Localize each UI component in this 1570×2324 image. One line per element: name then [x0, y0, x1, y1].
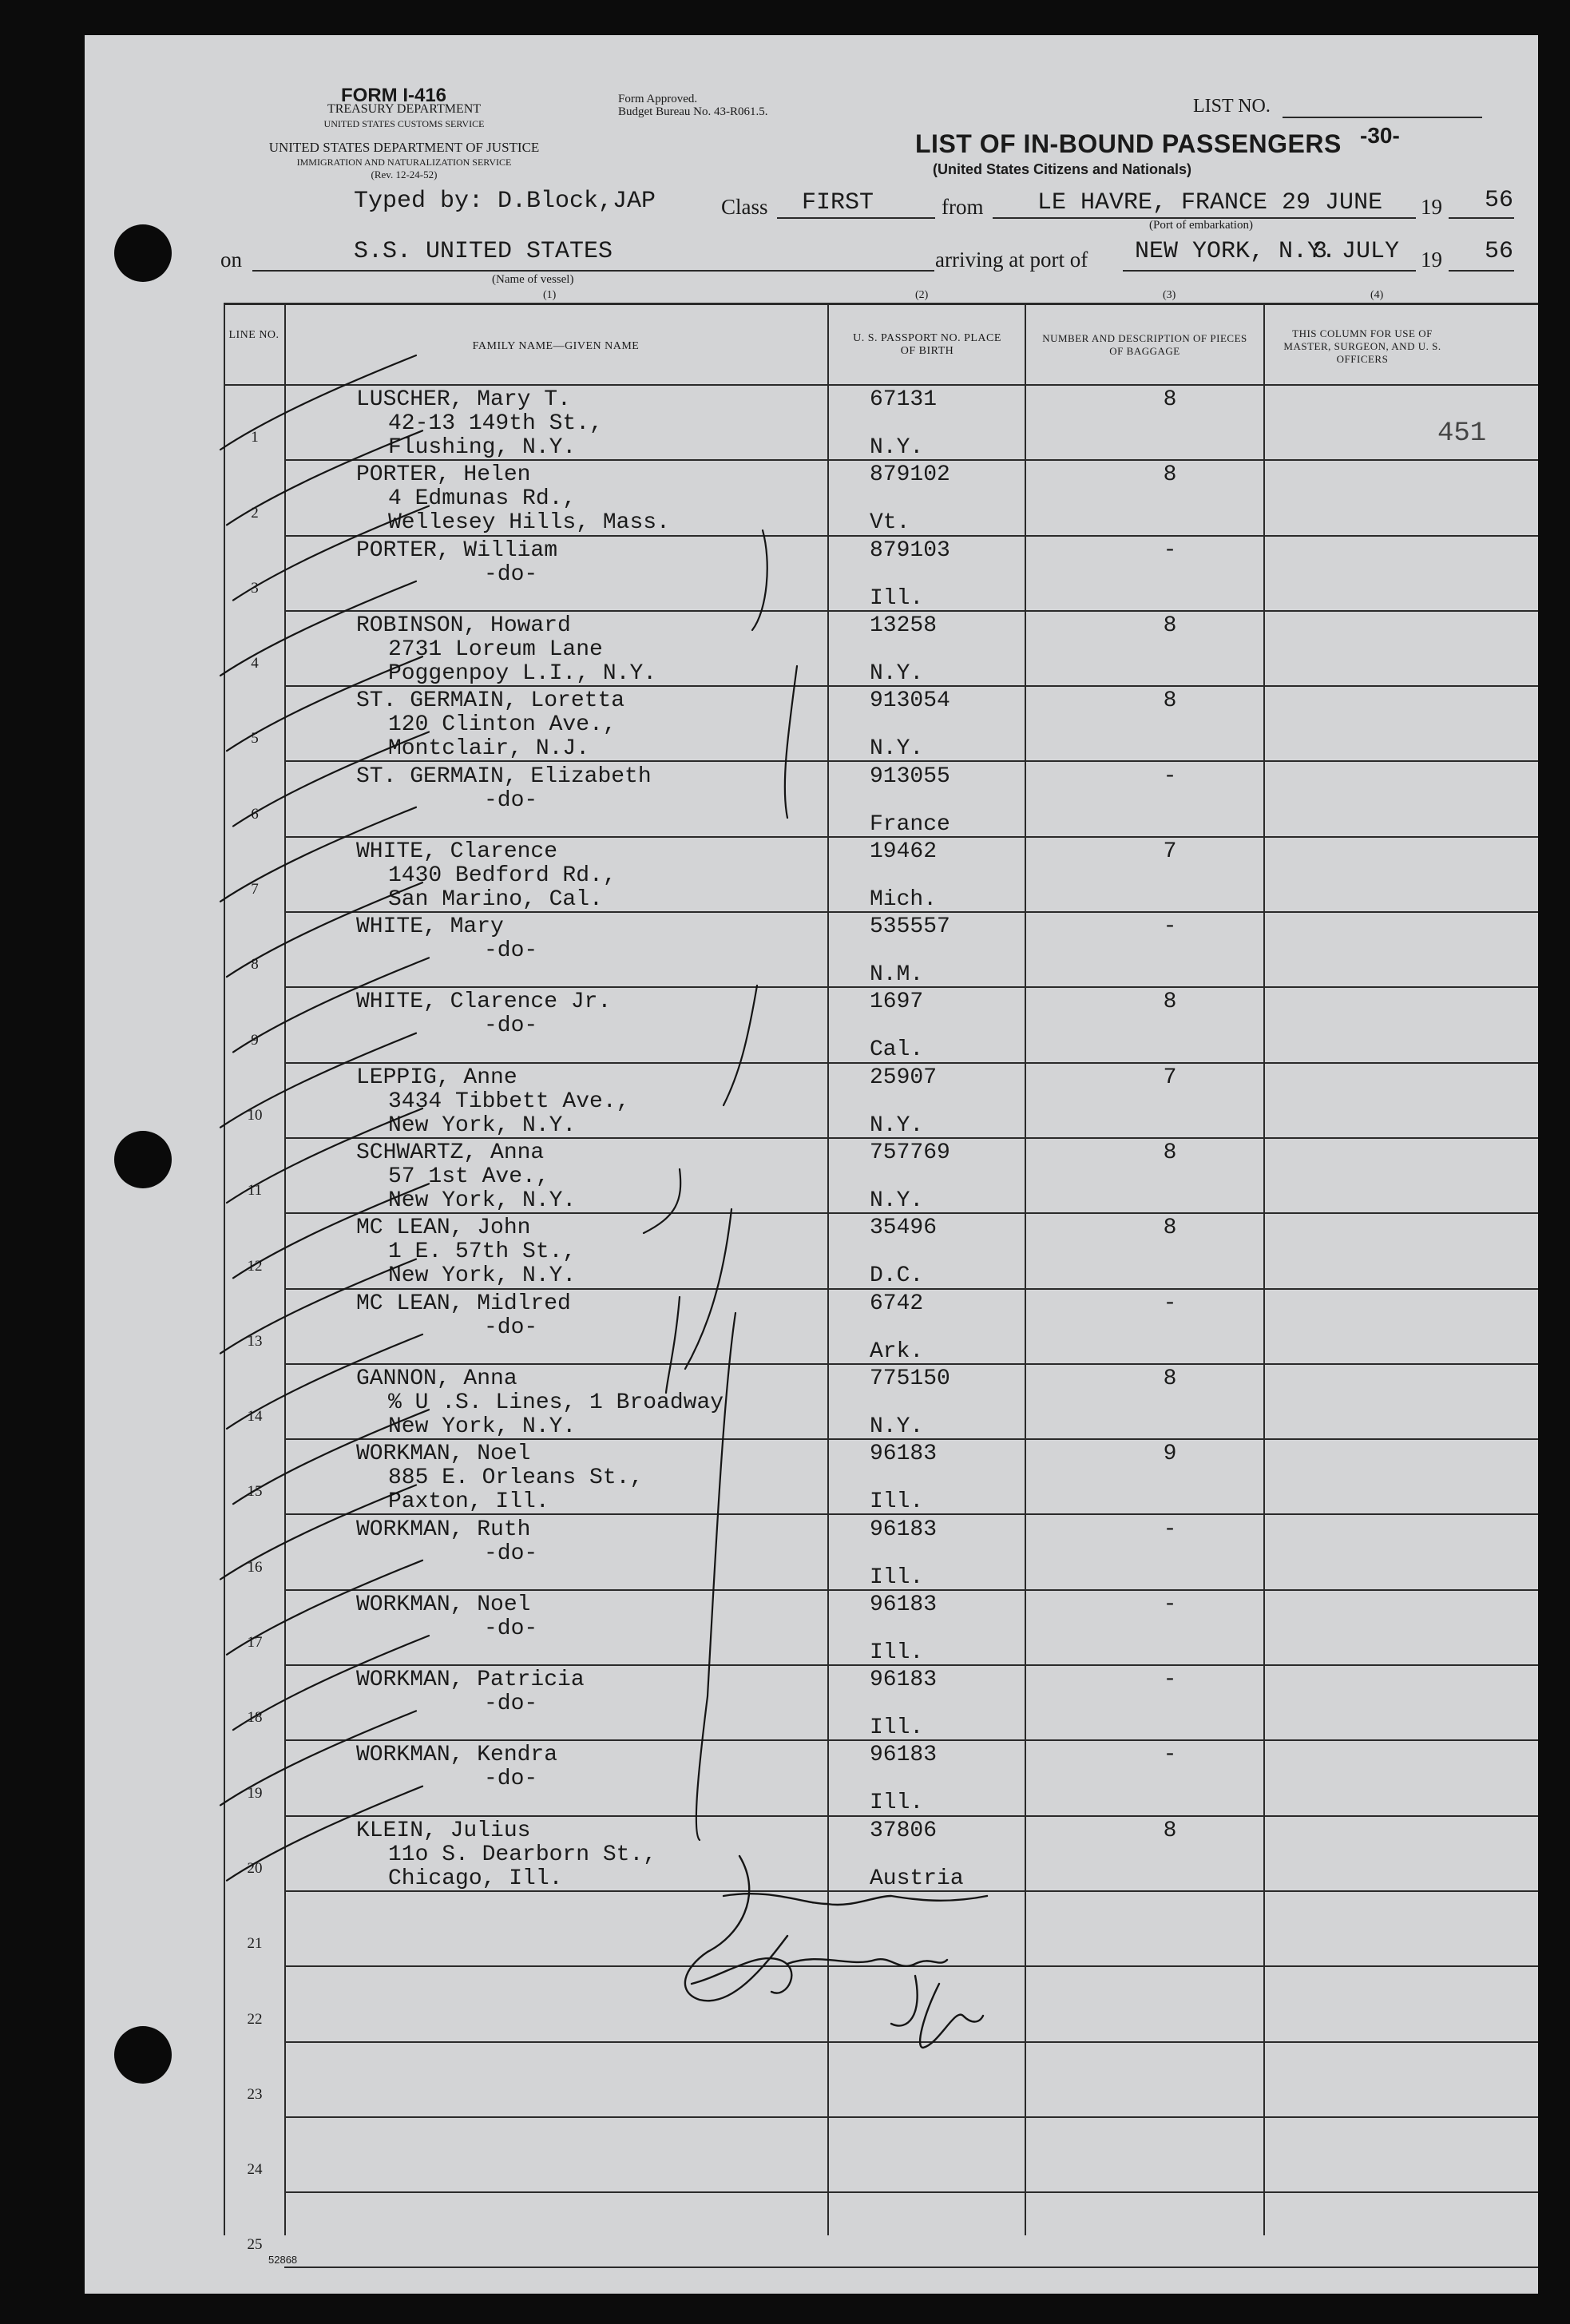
passenger-address-line-1: 1 E. 57th St., [388, 1239, 577, 1265]
table-row [85, 1064, 1538, 1140]
passenger-address-line-1: -do- [484, 938, 538, 964]
passenger-address-line-1: 11o S. Dearborn St., [388, 1842, 657, 1867]
col-header-line-no: LINE NO. [228, 329, 280, 341]
passenger-address-line-1: 3434 Tibbett Ave., [388, 1089, 630, 1114]
line-number: 14 [247, 1408, 263, 1426]
line-number: 1 [251, 429, 259, 446]
baggage-count: - [1163, 1291, 1177, 1316]
table-row [85, 763, 1538, 839]
col-marker-4: (4) [1370, 289, 1384, 301]
col-header-passport: U. S. PASSPORT NO. PLACE OF BIRTH [853, 332, 1001, 357]
passport-number: 13258 [870, 613, 938, 638]
line-number: 13 [247, 1332, 263, 1350]
passenger-name: SCHWARTZ, Anna [356, 1140, 545, 1165]
baggage-count: - [1163, 537, 1177, 563]
table-row [85, 988, 1538, 1064]
passenger-address-line-2: New York, N.Y. [388, 1112, 577, 1138]
arriving-label: arriving at port of [935, 248, 1088, 272]
arrival-port: NEW YORK, N.Y. [1135, 238, 1337, 265]
line-number: 3 [251, 579, 259, 597]
place-of-birth: Cal. [870, 1037, 924, 1063]
place-of-birth: Ill. [870, 1791, 924, 1816]
passenger-address-line-1: -do- [484, 1541, 538, 1566]
baggage-count: - [1163, 763, 1177, 789]
place-of-birth: France [870, 811, 950, 837]
line-number: 10 [247, 1106, 263, 1124]
line-number: 25 [247, 2236, 263, 2254]
passenger-address-line-2: New York, N.Y. [388, 1188, 577, 1213]
passenger-address-line-2: Flushing, N.Y. [388, 435, 577, 460]
place-of-birth: Ill. [870, 1715, 924, 1741]
passport-number: 775150 [870, 1366, 950, 1391]
table-top-border [224, 303, 1538, 305]
passenger-name: GANNON, Anna [356, 1366, 517, 1391]
passport-number: 879102 [870, 462, 950, 488]
passenger-address-line-1: 4 Edmunas Rd., [388, 486, 577, 512]
list-no-underline [1283, 117, 1482, 118]
year-2: 56 [1485, 238, 1514, 265]
table-row [85, 461, 1538, 537]
line-number: 21 [247, 1935, 263, 1953]
passport-number: 96183 [870, 1442, 938, 1467]
page-stamp-number: 451 [1437, 418, 1487, 449]
dept-ins: IMMIGRATION AND NATURALIZATION SERVICE [296, 157, 512, 168]
table-row [85, 1290, 1538, 1366]
passenger-address-line-1: -do- [484, 1616, 538, 1641]
port-of-embarkation: LE HAVRE, FRANCE 29 JUNE [1037, 189, 1383, 216]
line-number: 2 [251, 504, 259, 522]
baggage-count: 8 [1163, 1140, 1177, 1165]
binder-hole [114, 224, 172, 282]
class-value: FIRST [802, 189, 874, 216]
table-row [85, 612, 1538, 688]
line-number: 5 [251, 730, 259, 748]
table-row [85, 1139, 1538, 1215]
passenger-address-line-2: Chicago, Ill. [388, 1866, 563, 1891]
baggage-count: - [1163, 1592, 1177, 1617]
passenger-name: WHITE, Mary [356, 914, 504, 940]
table-row [85, 2193, 1538, 2269]
class-underline [777, 217, 935, 219]
footer-code: 52868 [268, 2254, 298, 2266]
passenger-address-line-1: -do- [484, 1315, 538, 1340]
passenger-name: MC LEAN, Midlred [356, 1291, 571, 1316]
row-rule [284, 2266, 1538, 2268]
baggage-count: 8 [1163, 1818, 1177, 1843]
passenger-name: WORKMAN, Patricia [356, 1668, 585, 1693]
arrival-date: 3 JULY [1313, 238, 1400, 265]
line-number: 8 [251, 956, 259, 974]
dept-treasury: TREASURY DEPARTMENT [327, 102, 482, 116]
passenger-address-line-2: New York, N.Y. [388, 1414, 577, 1439]
passport-number: 96183 [870, 1743, 938, 1768]
table-row [85, 537, 1538, 613]
passport-number: 1697 [870, 989, 924, 1015]
line-number: 9 [251, 1031, 259, 1049]
year-prefix-2: 19 [1421, 248, 1442, 272]
passenger-name: PORTER, Helen [356, 462, 531, 488]
arrival-underline [1123, 270, 1416, 272]
passenger-address-line-1: -do- [484, 1013, 538, 1039]
baggage-count: 8 [1163, 989, 1177, 1015]
baggage-count: - [1163, 1668, 1177, 1693]
table-row [85, 1967, 1538, 2043]
passenger-address-line-1: -do- [484, 561, 538, 587]
baggage-count: 8 [1163, 462, 1177, 488]
passenger-address-line-2: Paxton, Ill. [388, 1489, 549, 1515]
class-label: Class [721, 195, 768, 219]
baggage-count: 8 [1163, 1216, 1177, 1241]
passenger-address-line-1: -do- [484, 1691, 538, 1717]
table-row [85, 913, 1538, 989]
table-row [85, 1741, 1538, 1817]
place-of-birth: Vt. [870, 510, 910, 536]
passenger-name: PORTER, William [356, 537, 558, 563]
passenger-address-line-1: % U .S. Lines, 1 Broadway [388, 1390, 724, 1415]
year-underline-1 [1449, 217, 1514, 219]
table-row [85, 838, 1538, 914]
table-row [85, 1817, 1538, 1893]
baggage-count: 8 [1163, 1366, 1177, 1391]
line-number: 15 [247, 1483, 263, 1501]
place-of-birth: Ill. [870, 585, 924, 611]
line-number: 18 [247, 1709, 263, 1727]
line-number: 22 [247, 2010, 263, 2028]
place-of-birth: Ill. [870, 1489, 924, 1515]
typed-by: Typed by: D.Block,JAP [354, 188, 656, 215]
baggage-count: - [1163, 1517, 1177, 1542]
passenger-address-line-2: San Marino, Cal. [388, 886, 603, 912]
passenger-address-line-1: -do- [484, 787, 538, 813]
passenger-name: KLEIN, Julius [356, 1818, 531, 1843]
form-number: FORM I-416 [341, 85, 447, 106]
col-header-officers: THIS COLUMN FOR USE OF MASTER, SURGEON, AND U. S. OFFICERS [1283, 327, 1441, 365]
passport-number: 6742 [870, 1291, 924, 1316]
place-of-birth: Ark. [870, 1338, 924, 1364]
year-1: 56 [1485, 187, 1514, 214]
baggage-count: 7 [1163, 839, 1177, 864]
passport-number: 96183 [870, 1517, 938, 1542]
place-of-birth: D.C. [870, 1263, 924, 1289]
place-of-birth: Mich. [870, 886, 938, 912]
passport-number: 37806 [870, 1818, 938, 1843]
passenger-list-document [85, 35, 1538, 2294]
line-number: 6 [251, 805, 259, 823]
baggage-count: 7 [1163, 1065, 1177, 1090]
vessel-underline [252, 270, 934, 272]
passport-number: 19462 [870, 839, 938, 864]
passenger-name: LUSCHER, Mary T. [356, 387, 571, 412]
table-row [85, 1365, 1538, 1441]
passenger-address-line-1: -do- [484, 1767, 538, 1792]
passport-number: 913055 [870, 763, 950, 789]
place-of-birth: N.Y. [870, 1414, 924, 1439]
place-of-birth: N.M. [870, 962, 924, 988]
passenger-address-line-2: Montclair, N.J. [388, 736, 590, 762]
passport-number: 67131 [870, 387, 938, 412]
col-marker-3: (3) [1163, 289, 1176, 301]
place-of-birth: N.Y. [870, 435, 924, 460]
table-row [85, 1666, 1538, 1742]
line-number: 19 [247, 1784, 263, 1802]
port-embark-caption: (Port of embarkation) [1149, 219, 1253, 232]
year-underline-2 [1449, 270, 1514, 272]
on-label: on [220, 248, 242, 272]
passport-number: 535557 [870, 914, 950, 940]
baggage-count: 8 [1163, 387, 1177, 412]
passport-number: 96183 [870, 1668, 938, 1693]
document-title: LIST OF IN-BOUND PASSENGERS [915, 129, 1342, 158]
col-header-name: FAMILY NAME—GIVEN NAME [472, 340, 640, 352]
place-of-birth: Austria [870, 1866, 964, 1891]
passenger-name: WORKMAN, Noel [356, 1592, 531, 1617]
table-row [85, 386, 1538, 462]
passenger-name: WHITE, Clarence [356, 839, 558, 864]
vessel-caption: (Name of vessel) [492, 273, 574, 286]
col-marker-1: (1) [543, 289, 557, 301]
place-of-birth: Ill. [870, 1565, 924, 1590]
passport-number: 879103 [870, 537, 950, 563]
passenger-address-line-1: 57 1st Ave., [388, 1164, 549, 1189]
budget-bureau: Budget Bureau No. 43-R061.5. [618, 105, 768, 118]
line-number: 23 [247, 2085, 263, 2103]
place-of-birth: N.Y. [870, 1188, 924, 1213]
passenger-address-line-1: 1430 Bedford Rd., [388, 863, 617, 888]
passenger-name: LEPPIG, Anne [356, 1065, 517, 1090]
passenger-name: WORKMAN, Noel [356, 1442, 531, 1467]
line-number: 20 [247, 1859, 263, 1877]
list-number: -30- [1360, 123, 1400, 148]
dept-customs: UNITED STATES CUSTOMS SERVICE [323, 118, 485, 129]
table-row [85, 1591, 1538, 1667]
table-row [85, 1516, 1538, 1592]
line-number: 16 [247, 1558, 263, 1576]
passenger-name: ST. GERMAIN, Loretta [356, 688, 625, 714]
table-row [85, 2118, 1538, 2194]
passenger-address-line-1: 42-13 149th St., [388, 411, 603, 436]
line-number: 7 [251, 881, 259, 898]
baggage-count: 8 [1163, 613, 1177, 638]
table-row [85, 2043, 1538, 2119]
passenger-name: ROBINSON, Howard [356, 613, 571, 638]
table-row [85, 1440, 1538, 1516]
place-of-birth: N.Y. [870, 660, 924, 686]
document-subtitle: (United States Citizens and Nationals) [933, 161, 1192, 177]
passenger-address-line-1: 885 E. Orleans St., [388, 1465, 644, 1491]
line-number: 24 [247, 2161, 263, 2179]
place-of-birth: Ill. [870, 1640, 924, 1665]
revision-date: (Rev. 12-24-52) [371, 169, 438, 180]
place-of-birth: N.Y. [870, 1112, 924, 1138]
vessel-name: S.S. UNITED STATES [354, 238, 613, 265]
table-row [85, 1892, 1538, 1968]
table-row [85, 1214, 1538, 1290]
passport-number: 913054 [870, 688, 950, 714]
passport-number: 25907 [870, 1065, 938, 1090]
year-prefix-1: 19 [1421, 195, 1442, 219]
passenger-address-line-2: Wellesey Hills, Mass. [388, 510, 670, 536]
passenger-name: WORKMAN, Kendra [356, 1743, 558, 1768]
passenger-address-line-1: 120 Clinton Ave., [388, 712, 617, 738]
passenger-name: WORKMAN, Ruth [356, 1517, 531, 1542]
line-number: 17 [247, 1634, 263, 1652]
line-number: 4 [251, 655, 259, 672]
baggage-count: 9 [1163, 1442, 1177, 1467]
line-number: 11 [247, 1182, 263, 1200]
passenger-address-line-1: 2731 Loreum Lane [388, 637, 603, 662]
baggage-count: - [1163, 914, 1177, 940]
dept-justice: UNITED STATES DEPARTMENT OF JUSTICE [268, 140, 540, 155]
passenger-address-line-2: New York, N.Y. [388, 1263, 577, 1289]
list-no-label: LIST NO. [1193, 96, 1271, 117]
table-row [85, 687, 1538, 763]
passenger-name: MC LEAN, John [356, 1216, 531, 1241]
col-marker-2: (2) [915, 289, 929, 301]
place-of-birth: N.Y. [870, 736, 924, 762]
from-label: from [942, 195, 984, 219]
passenger-address-line-2: Poggenpoy L.I., N.Y. [388, 660, 657, 686]
col-header-baggage: NUMBER AND DESCRIPTION OF PIECES OF BAGGAGE [1042, 332, 1247, 357]
baggage-count: 8 [1163, 688, 1177, 714]
baggage-count: - [1163, 1743, 1177, 1768]
form-approved: Form Approved. [618, 93, 698, 105]
passport-number: 35496 [870, 1216, 938, 1241]
passport-number: 757769 [870, 1140, 950, 1165]
passenger-name: ST. GERMAIN, Elizabeth [356, 763, 652, 789]
line-number: 12 [247, 1257, 263, 1275]
passenger-name: WHITE, Clarence Jr. [356, 989, 612, 1015]
passport-number: 96183 [870, 1592, 938, 1617]
